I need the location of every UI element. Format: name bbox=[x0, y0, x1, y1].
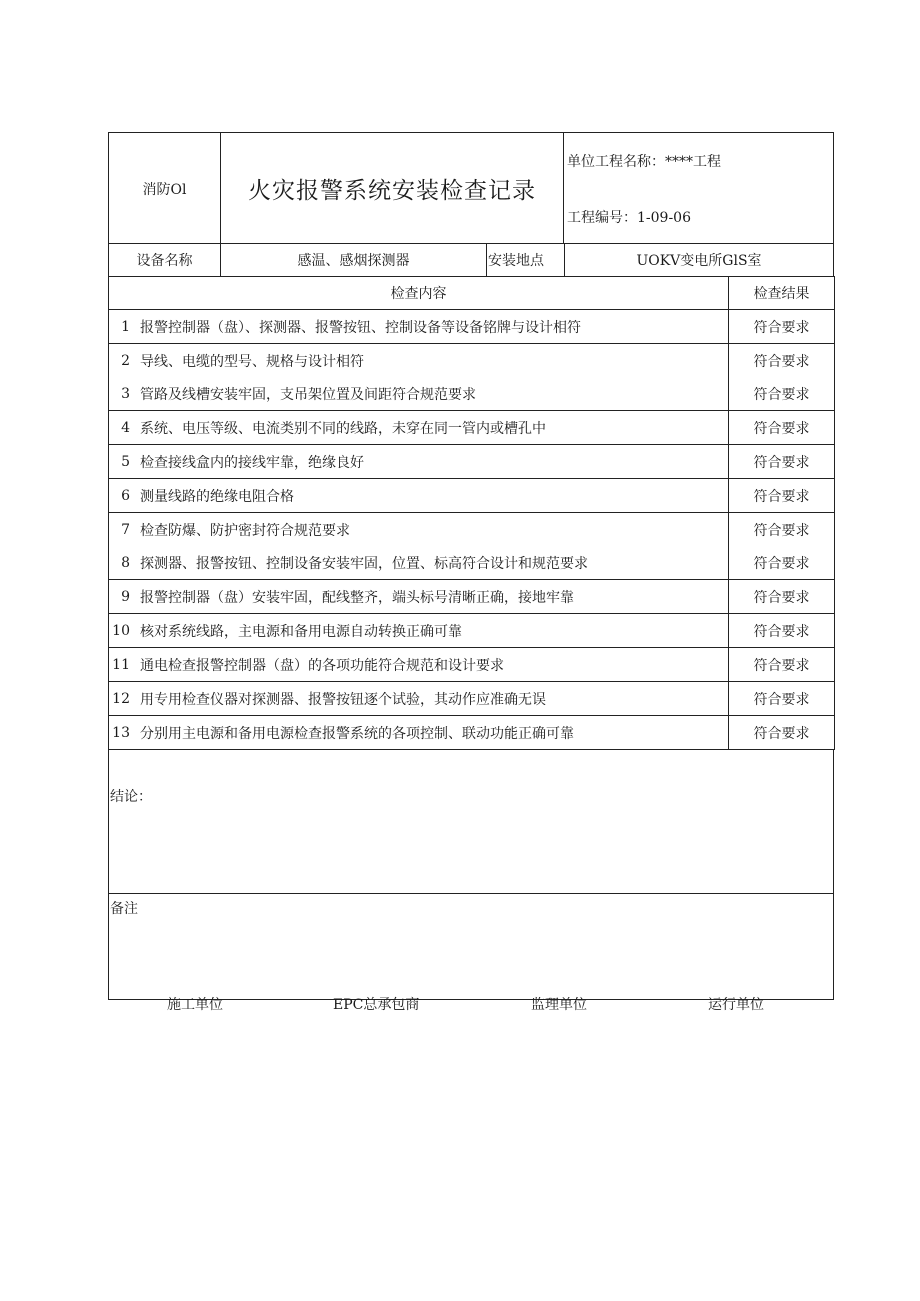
device-name-value: 感温、感烟探测器 bbox=[220, 244, 486, 276]
item-result-cell bbox=[729, 344, 835, 411]
item-number: 2 bbox=[121, 352, 130, 369]
table-row bbox=[109, 411, 835, 445]
item-result: 符合要求 bbox=[753, 353, 810, 370]
item-result: 符合要求 bbox=[753, 623, 810, 640]
form-header bbox=[108, 132, 834, 243]
item-line bbox=[109, 310, 728, 343]
item-content-cell bbox=[109, 344, 729, 411]
item-result: 符合要求 bbox=[753, 691, 810, 708]
item-text: 用专用检查仪器对探测器、报警按钮逐个试验，其动作应准确无误 bbox=[140, 691, 546, 708]
item-result: 符合要求 bbox=[753, 725, 810, 742]
item-content-cell bbox=[109, 682, 729, 716]
item-result-cell bbox=[729, 445, 835, 479]
item-line bbox=[109, 614, 728, 647]
item-text: 测量线路的绝缘电阻合格 bbox=[140, 488, 294, 505]
form-code: 消防Ol bbox=[142, 181, 187, 198]
item-result-cell bbox=[729, 411, 835, 445]
item-result-cell bbox=[729, 716, 835, 750]
project-number: 工程编号：1-09-06 bbox=[567, 210, 691, 226]
item-number: 8 bbox=[121, 554, 130, 571]
item-content-cell bbox=[109, 513, 729, 580]
form-title: 火灾报警系统安装检查记录 bbox=[220, 133, 564, 244]
item-number: 5 bbox=[121, 453, 130, 470]
item-result-cell bbox=[729, 513, 835, 580]
project-info bbox=[564, 133, 833, 244]
item-result-cell bbox=[729, 310, 835, 344]
signature-construction-unit: 施工单位 bbox=[167, 997, 223, 1013]
item-number: 7 bbox=[121, 521, 130, 538]
project-name: 单位工程名称：****工程 bbox=[567, 154, 721, 170]
item-result-cell bbox=[729, 682, 835, 716]
item-text: 检查防爆、防护密封符合规范要求 bbox=[140, 522, 350, 539]
item-text: 报警控制器（盘）、探测器、报警按钮、控制设备等设备铭牌与设计相符 bbox=[140, 319, 581, 336]
item-content-cell bbox=[109, 614, 729, 648]
item-number: 10 bbox=[112, 622, 130, 639]
item-line bbox=[109, 682, 728, 715]
item-line bbox=[109, 445, 728, 478]
item-result: 符合要求 bbox=[753, 555, 810, 572]
item-line bbox=[109, 411, 728, 444]
item-text: 管路及线槽安装牢固，支吊架位置及间距符合规范要求 bbox=[140, 386, 476, 403]
table-row bbox=[109, 513, 835, 580]
item-text: 检查接线盒内的接线牢靠，绝缘良好 bbox=[140, 454, 364, 471]
table-header-row bbox=[109, 277, 835, 310]
device-row bbox=[108, 243, 834, 276]
item-number: 4 bbox=[121, 419, 130, 436]
item-result: 符合要求 bbox=[753, 386, 810, 403]
conclusion-label: 结论： bbox=[110, 789, 152, 805]
item-result: 符合要求 bbox=[753, 488, 810, 505]
item-content-cell bbox=[109, 411, 729, 445]
table-row bbox=[109, 648, 835, 682]
item-content-cell bbox=[109, 648, 729, 682]
signature-supervision-unit: 监理单位 bbox=[531, 997, 587, 1013]
item-number: 9 bbox=[121, 588, 130, 605]
table-row bbox=[109, 580, 835, 614]
item-result-cell bbox=[729, 614, 835, 648]
location-label: 安装地点 bbox=[486, 244, 564, 276]
table-row bbox=[109, 310, 835, 344]
column-header-result: 检查结果 bbox=[729, 277, 835, 310]
item-result: 符合要求 bbox=[753, 657, 810, 674]
item-result: 符合要求 bbox=[753, 589, 810, 606]
item-number: 6 bbox=[121, 487, 130, 504]
item-line bbox=[109, 344, 728, 377]
remarks-label: 备注 bbox=[110, 901, 138, 917]
item-line bbox=[109, 648, 728, 681]
location-value: UOKV变电所GlS室 bbox=[564, 244, 833, 276]
item-line bbox=[109, 377, 728, 410]
inspection-table bbox=[108, 276, 835, 750]
item-text: 报警控制器（盘）安装牢固，配线整齐，端头标号清晰正确，接地牢靠 bbox=[140, 589, 574, 606]
table-row bbox=[109, 445, 835, 479]
item-result: 符合要求 bbox=[753, 454, 810, 471]
item-text: 通电检查报警控制器（盘）的各项功能符合规范和设计要求 bbox=[140, 657, 504, 674]
item-line bbox=[109, 546, 728, 579]
item-content-cell bbox=[109, 310, 729, 344]
table-row bbox=[109, 716, 835, 750]
table-row bbox=[109, 682, 835, 716]
item-number: 12 bbox=[112, 690, 130, 707]
item-number: 1 bbox=[121, 318, 130, 335]
item-line bbox=[109, 479, 728, 512]
inspection-form bbox=[108, 132, 834, 1000]
item-result: 符合要求 bbox=[753, 319, 810, 336]
item-number: 3 bbox=[121, 385, 130, 402]
item-line bbox=[109, 716, 728, 749]
item-line bbox=[109, 513, 728, 546]
item-content-cell bbox=[109, 445, 729, 479]
item-result: 符合要求 bbox=[753, 522, 810, 539]
item-content-cell bbox=[109, 580, 729, 614]
signature-epc-contractor: EPC总承包商 bbox=[333, 997, 420, 1013]
table-row bbox=[109, 614, 835, 648]
item-number: 11 bbox=[112, 656, 130, 673]
item-text: 分别用主电源和备用电源检查报警系统的各项控制、联动功能正确可靠 bbox=[140, 725, 574, 742]
device-name-label: 设备名称 bbox=[136, 253, 193, 269]
item-result-cell bbox=[729, 648, 835, 682]
item-result: 符合要求 bbox=[753, 420, 810, 437]
item-text: 核对系统线路，主电源和备用电源自动转换正确可靠 bbox=[140, 623, 462, 640]
signature-operation-unit: 运行单位 bbox=[708, 997, 764, 1013]
table-row bbox=[109, 344, 835, 411]
remarks-box bbox=[108, 894, 834, 1000]
item-line bbox=[109, 580, 728, 613]
table-row bbox=[109, 479, 835, 513]
item-number: 13 bbox=[112, 724, 130, 741]
item-result-cell bbox=[729, 580, 835, 614]
item-content-cell bbox=[109, 479, 729, 513]
item-result-cell bbox=[729, 479, 835, 513]
item-text: 导线、电缆的型号、规格与设计相符 bbox=[140, 353, 364, 370]
item-text: 探测器、报警按钮、控制设备安装牢固，位置、标高符合设计和规范要求 bbox=[140, 555, 588, 572]
item-text: 系统、电压等级、电流类别不同的线路，未穿在同一管内或槽孔中 bbox=[140, 420, 546, 437]
column-header-content: 检查内容 bbox=[109, 277, 729, 310]
item-content-cell bbox=[109, 716, 729, 750]
conclusion-box bbox=[108, 750, 834, 894]
